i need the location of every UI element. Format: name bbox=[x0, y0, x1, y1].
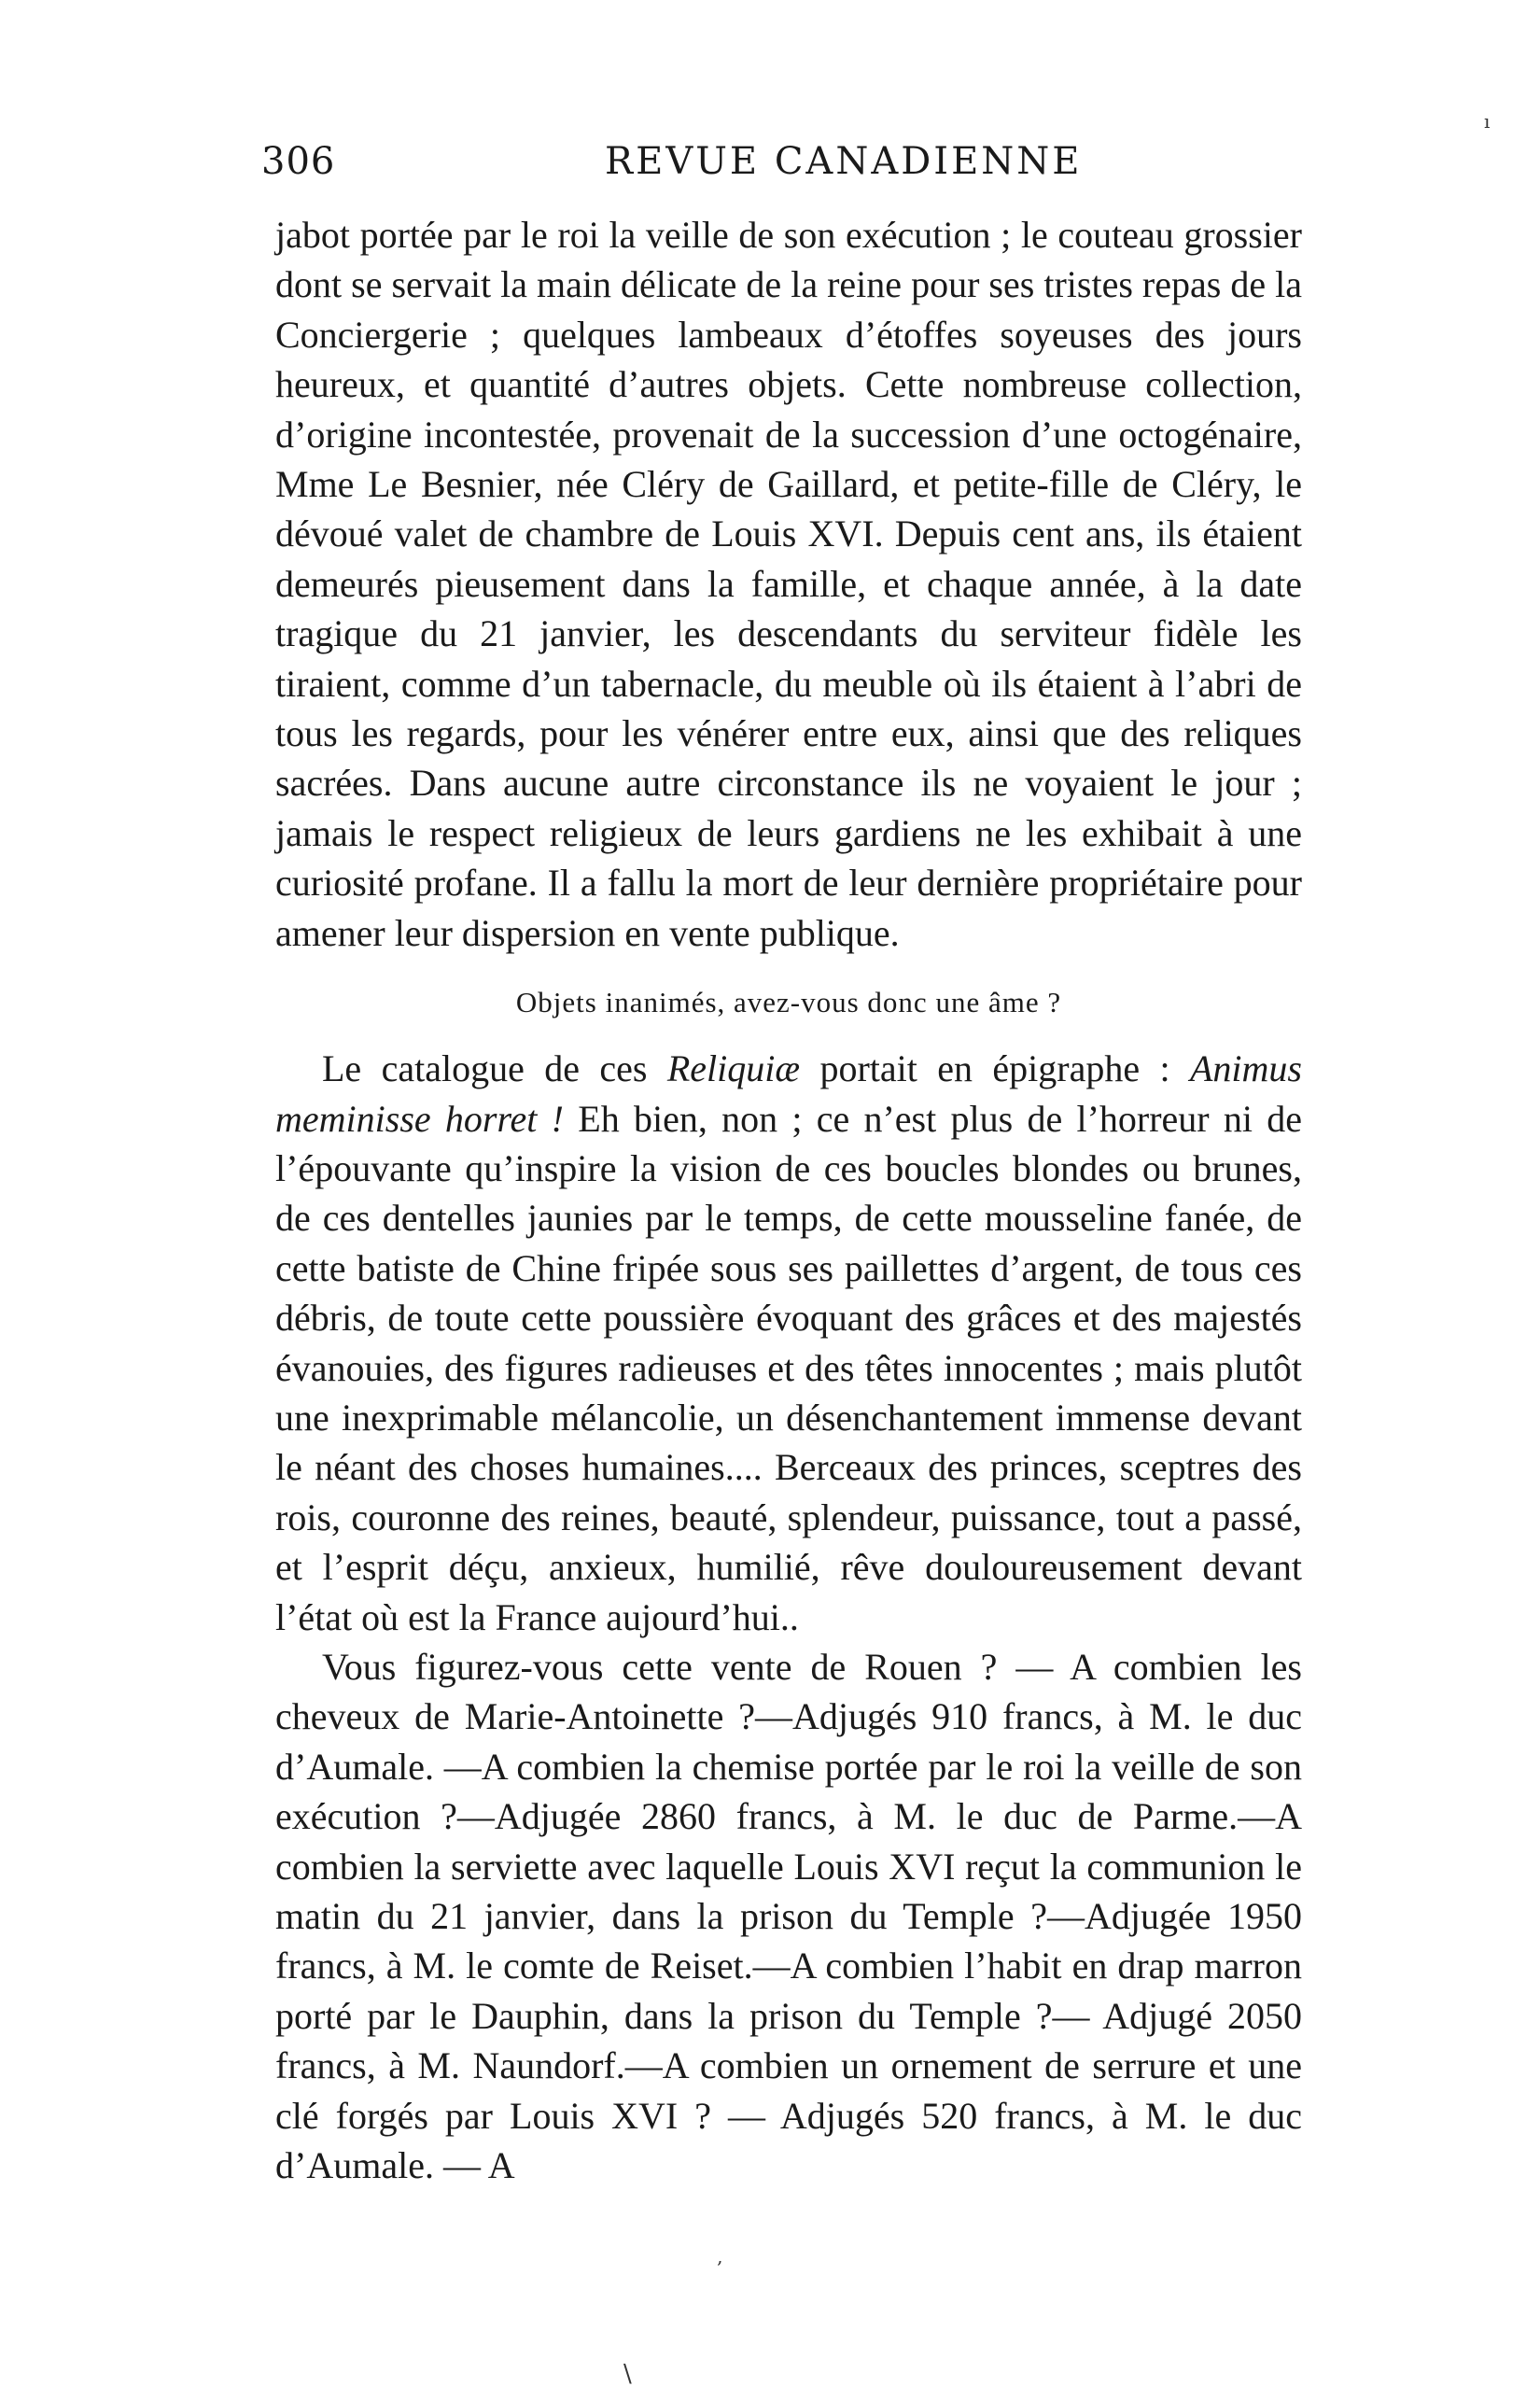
epigraph: Objets inanimés, avez-vous donc une âme ? bbox=[515, 986, 1062, 1019]
page-header bbox=[261, 140, 1307, 196]
paragraph-2-part-c: Eh bien, non ; ce n’est plus de l’horreur ni de l’épouvante qu’inspire la vision de ces boucles blondes ou brunes, de ces dentelles jaunies par le temps, de cette mousseline fanée, de cette batiste de Chine fripée sous ses paillettes d’argent, de tous ces débris, de toute cette poussière évoquant des grâces et des majestés évanouies, des figures radieuses et des têtes innocentes ; mais plutôt une inexprimable mélancolie, un désenchantement immense devant le néant des choses humaines.... Berceaux des princes, sceptres des rois, couronne des reines, beauté, splendeur, puissance, tout a passé, et l’esprit déçu, anxieux, humilié, rêve douloureusement devant l’état où est la France aujourd’hui.. bbox=[275, 1097, 1302, 1638]
scan-speck: ı bbox=[1484, 110, 1491, 133]
scan-speck: ‚ bbox=[717, 2245, 723, 2268]
page-number: 306 bbox=[261, 140, 336, 183]
italic-latin-quote: Animus meminisse horret ! bbox=[275, 1047, 1302, 1140]
running-title: REVUE CANADIENNE bbox=[605, 140, 1083, 183]
paragraph-2 bbox=[275, 1044, 1302, 1642]
paragraph-2-part-a: Le catalogue de ces bbox=[322, 1047, 667, 1090]
paragraph-3: Vous figurez-vous cette vente de Rouen ? — A combien les cheveux de Marie-Antoinette ?—Adjugés 910 francs, à M. le duc d’Aumale. —A combien la chemise portée par le roi la veille de son exécution ?—Adjugée 2860 francs, à M. le duc de Parme.—A combien la serviette avec laquelle Louis XVI reçut la communion le matin du 21 janvier, dans la prison du Temple ?—Adjugée 1950 francs, à M. le comte de Reiset.—A combien l’habit en drap marron porté par le Dauphin, dans la prison du Temple ?— Adjugé 2050 francs, à M. Naundorf.—A combien un ornement de serrure et une clé forgés par Louis XVI ? — Adjugés 520 francs, à M. le duc d’Aumale. — A bbox=[275, 1645, 1302, 2187]
paragraph-1: jabot portée par le roi la veille de son exécution ; le couteau grossier dont se servait la main délicate de la reine pour ses tristes repas de la Conciergerie ; quelques lambeaux d’étoffes soyeuses des jours heureux, et quantité d’autres objets. Cette nombreuse collection, d’origine incontestée, provenait de la succession d’une octogénaire, Mme Le Besnier, née Cléry de Gaillard, et petite-fille de Cléry, le dévoué valet de chambre de Louis XVI. Depuis cent ans, ils étaient demeurés pieusement dans la famille, et chaque année, à la date tragique du 21 janvier, les descendants du serviteur fidèle les tiraient, comme d’un tabernacle, du meuble où ils étaient à l’abri de tous les regards, pour les vénérer entre eux, ainsi que des reliques sacrées. Dans aucune autre circonstance ils ne voyaient le jour ; jamais le respect religieux de leurs gardiens ne les exhibait à une curiosité profane. Il a fallu la mort de leur dernière propriétaire pour amener leur dispersion en vente publique. bbox=[275, 214, 1302, 954]
scan-speck: \ bbox=[623, 2360, 632, 2388]
body-text bbox=[275, 210, 1302, 2190]
italic-reliquiae: Reliquiæ bbox=[666, 1047, 801, 1090]
paragraph-2-part-b: portait en épigraphe : bbox=[800, 1047, 1190, 1090]
